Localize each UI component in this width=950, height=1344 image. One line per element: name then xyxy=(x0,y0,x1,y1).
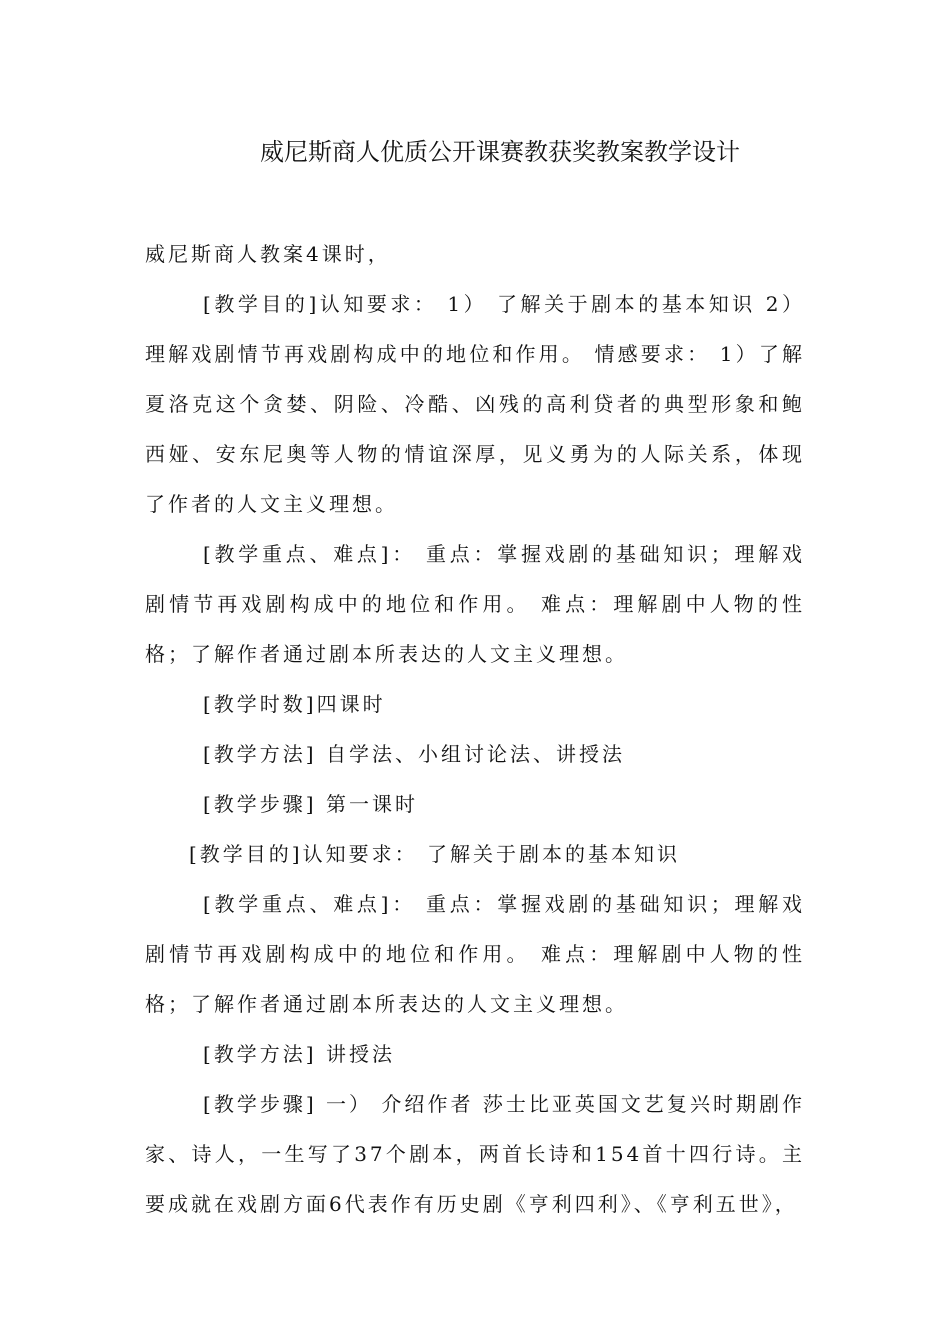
paragraph-teaching-objectives: [教学目的]认知要求： 1） 了解关于剧本的基本知识 2） 理解戏剧情节再戏剧构成中的地位和作用。 情感要求： 1）了解夏洛克这个贪婪、阴险、冷酷、凶残的高利贷者的典型形象和鲍西娅、安东尼奥等人物的情谊深厚，见义勇为的人际关系，体现了作者的人文主义理想。 xyxy=(145,292,805,516)
paragraph-teaching-methods: [教学方法] 自学法、小组讨论法、讲授法 xyxy=(203,742,625,766)
paragraph-key-points: [教学重点、难点]： 重点：掌握戏剧的基础知识；理解戏剧情节再戏剧构成中的地位和作用。 难点：理解剧中人物的性格；了解作者通过剧本所表达的人文主义理想。 xyxy=(145,542,805,666)
paragraph-teaching-hours: [教学时数]四课时 xyxy=(203,692,386,716)
paragraph-lesson1-methods: [教学方法] 讲授法 xyxy=(203,1042,395,1066)
document-body xyxy=(145,229,805,1229)
paragraph-lesson-hours: 威尼斯商人教案4课时， xyxy=(145,242,391,266)
paragraph-lesson1-objectives: [教学目的]认知要求： 了解关于剧本的基本知识 xyxy=(189,842,680,866)
paragraph-lesson1-key-points: [教学重点、难点]： 重点：掌握戏剧的基础知识；理解戏剧情节再戏剧构成中的地位和作用。 难点：理解剧中人物的性格；了解作者通过剧本所表达的人文主义理想。 xyxy=(145,892,805,1016)
paragraph-teaching-steps: [教学步骤] 第一课时 xyxy=(203,792,418,816)
document-title: 威尼斯商人优质公开课赛教获奖教案教学设计 xyxy=(260,138,740,166)
paragraph-lesson1-steps: [教学步骤] 一） 介绍作者 莎士比亚英国文艺复兴时期剧作家、诗人，一生写了37个剧本，两首长诗和154首十四行诗。主要成就在戏剧方面6代表作有历史剧《亨利四利》、《亨利五世》， xyxy=(145,1092,805,1216)
